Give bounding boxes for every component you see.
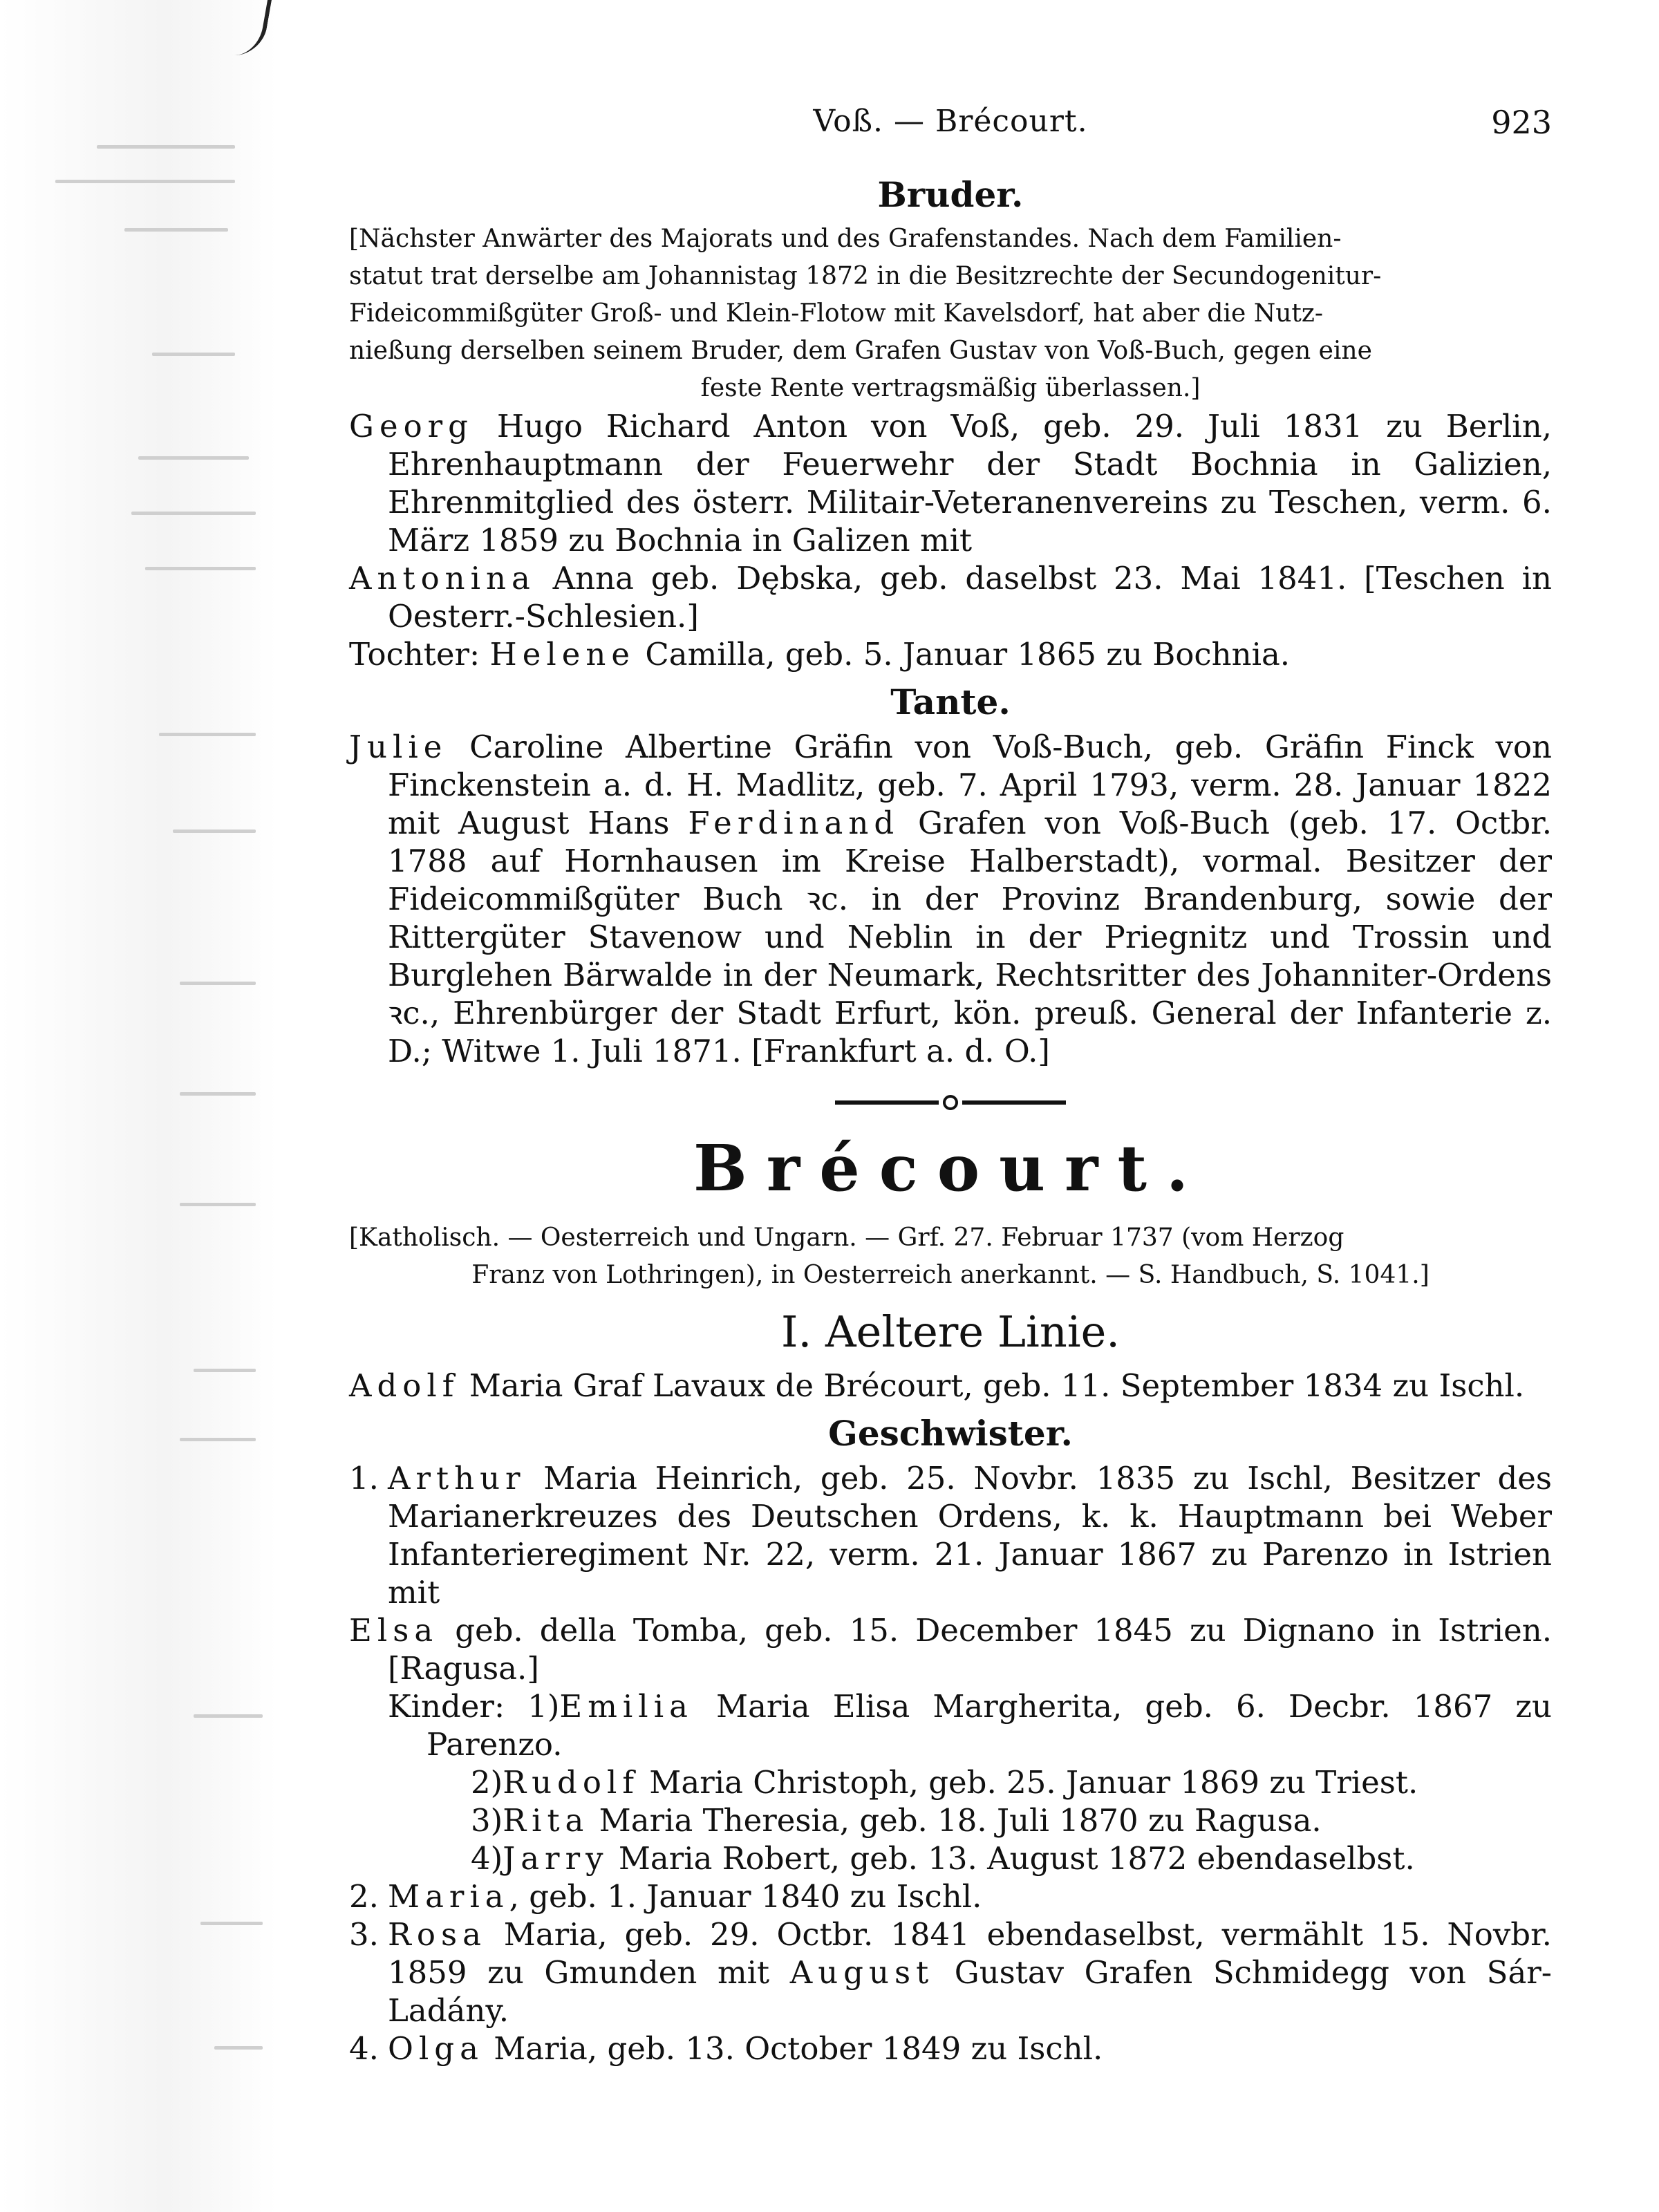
child-text: Maria Christoph, geb. 25. Januar 1869 zu Triest. [639, 1764, 1418, 1801]
sibling-spouse-name: August [789, 1954, 935, 1991]
person-text: Hugo Richard Anton von Voß, geb. 29. Juli 1831 zu Berlin, Ehrenhauptmann der Feuerwehr der Stadt Bochnia in Galizien, Ehrenmitglied des österr. Militair-Veteranenvereins zu Teschen, verm. 6. März 1859 zu Bochnia in Galizen mit [388, 408, 1552, 559]
sibling-text: , geb. 1. Januar 1840 zu Ischl. [509, 1878, 982, 1915]
sibling-text: Maria, geb. 13. October 1849 zu Ischl. [483, 2030, 1103, 2067]
bruder-note [349, 221, 1552, 407]
child-name: Emilia [559, 1688, 693, 1725]
sibling-number: 2. [349, 1878, 379, 1915]
page-content [349, 104, 1552, 2068]
note-line: [Katholisch. — Oesterreich und Ungarn. — Grf. 27. Februar 1737 (vom Herzog [349, 1224, 1344, 1252]
running-head [349, 104, 1552, 166]
entry-julie [349, 728, 1552, 1070]
entry-elsa [349, 1611, 1552, 1687]
sibling-4 [349, 2030, 1552, 2068]
sibling-number: 3. [349, 1916, 379, 1953]
sibling-text-2: Gustav Grafen Schmidegg von Sár-Ladány. [388, 1954, 1552, 2029]
entry-georg [349, 407, 1552, 559]
sibling-text: Maria Heinrich, geb. 25. Novbr. 1835 zu Ischl, Besitzer des Marianerkreuzes des Deutschen Ordens, k. k. Hauptmann bei Weber Infanterieregiment Nr. 22, verm. 21. Januar 1867 zu Parenzo in Istrien mit [388, 1460, 1552, 1611]
note-line: feste Rente vertragsmäßig überlassen.] [700, 374, 1201, 402]
section-divider-ornament [349, 1095, 1552, 1110]
head-name: Adolf [349, 1367, 460, 1404]
bleed-through-text [14, 124, 263, 2129]
child-number: 2) [471, 1764, 503, 1801]
brecourt-note [349, 1219, 1552, 1294]
corner-mark [161, 0, 272, 55]
child-text: Maria Theresia, geb. 18. Juli 1870 zu Ragusa. [589, 1802, 1322, 1839]
section-heading-geschwister: Geschwister. [828, 1413, 1073, 1454]
sibling-number: 4. [349, 2030, 379, 2067]
sibling-name: Olga [388, 2030, 484, 2067]
child-name: Jarry [503, 1840, 609, 1877]
child-name: Rudolf [503, 1764, 639, 1801]
note-line: nießung derselben seinem Bruder, dem Grafen Gustav von Voß-Buch, gegen eine [349, 337, 1372, 365]
list-item [388, 1839, 1552, 1877]
child-name: Helene [489, 636, 636, 673]
sibling-3 [349, 1915, 1552, 2030]
sibling-name: Rosa [388, 1916, 487, 1953]
note-line: [Nächster Anwärter des Majorats und des Grafenstandes. Nach dem Familien- [349, 225, 1342, 253]
spouse-name: Antonina [349, 560, 536, 597]
entry-antonina [349, 559, 1552, 635]
child-number: 3) [471, 1802, 503, 1839]
sibling-spouse-name: Elsa [349, 1612, 439, 1649]
tante-name: Julie [349, 729, 448, 765]
child-text: Maria Elisa Margherita, geb. 6. Decbr. 1867 zu Parenzo. [427, 1688, 1552, 1763]
note-line: Fideicommißgüter Groß- und Klein-Flotow mit Kavelsdorf, hat aber die Nutz- [349, 299, 1323, 328]
sibling-name: Arthur [388, 1460, 526, 1497]
running-title: Voß. — Brécourt. [813, 104, 1088, 139]
kinder-label: Kinder: [388, 1688, 505, 1725]
child-label: Tochter: [349, 636, 480, 673]
child-text: Camilla, geb. 5. Januar 1865 zu Bochnia. [635, 636, 1291, 673]
page-number: 923 [1491, 104, 1552, 141]
sibling-2 [349, 1877, 1552, 1915]
tante-spouse-name: Ferdinand [688, 805, 900, 841]
kinder-list [349, 1687, 1552, 1877]
entry-adolf [349, 1367, 1552, 1405]
lineage-heading: I. Aeltere Linie. [780, 1306, 1120, 1357]
person-name: Georg [349, 408, 474, 444]
list-item [388, 1801, 1552, 1839]
note-line: Franz von Lothringen), in Oesterreich anerkannt. — S. Handbuch, S. 1041.] [471, 1261, 1430, 1289]
section-heading-tante: Tante. [890, 682, 1011, 722]
entry-tochter [349, 635, 1552, 673]
note-line: statut trat derselbe am Johannistag 1872 in die Besitzrechte der Secundogenitur- [349, 262, 1382, 290]
list-item [388, 1763, 1552, 1801]
family-title-brecourt: Brécourt. [693, 1131, 1208, 1206]
sibling-text: Maria, geb. 29. Octbr. 1841 ebendaselbst, vermählt 15. Novbr. 1859 zu Gmunden mit [388, 1916, 1552, 1991]
sibling-number: 1. [349, 1460, 379, 1497]
child-number: 4) [471, 1840, 503, 1877]
section-heading-bruder: Bruder. [877, 174, 1024, 215]
sibling-spouse-text: geb. della Tomba, geb. 15. December 1845 zu Dignano in Istrien. [Ragusa.] [388, 1612, 1552, 1687]
child-number: 1) [527, 1688, 560, 1725]
tante-text-2: Grafen von Voß-Buch (geb. 17. Octbr. 1788 auf Hornhausen im Kreise Halberstadt), vormal. Besitzer der Fideicommißgüter Buch ꝛc. in der Provinz Brandenburg, sowie der Rittergüter Stavenow und Neblin in der Priegnitz und Trossin und Burglehen Bärwalde in der Neumark, Rechtsritter des Johanniter-Ordens ꝛc., Ehrenbürger der Stadt Erfurt, kön. preuß. General der Infanterie z. D.; Witwe 1. Juli 1871. [Frankfurt a. d. O.] [388, 805, 1553, 1069]
list-item [388, 1687, 1552, 1763]
tante-text-1: Caroline Albertine Gräfin von Voß-Buch, geb. Gräfin Finck von Finckenstein a. d. H. Madlitz, geb. 7. April 1793, verm. 28. Januar 1822 mit August Hans [388, 729, 1552, 841]
head-text: Maria Graf Lavaux de Brécourt, geb. 11. September 1834 zu Ischl. [459, 1367, 1525, 1404]
sibling-1 [349, 1459, 1552, 1611]
child-text: Maria Robert, geb. 13. August 1872 ebendaselbst. [608, 1840, 1415, 1877]
sibling-name: Maria [388, 1878, 509, 1915]
spouse-text: Anna geb. Dębska, geb. daselbst 23. Mai 1841. [Teschen in Oesterr.-Schlesien.] [388, 560, 1552, 635]
child-name: Rita [503, 1802, 590, 1839]
